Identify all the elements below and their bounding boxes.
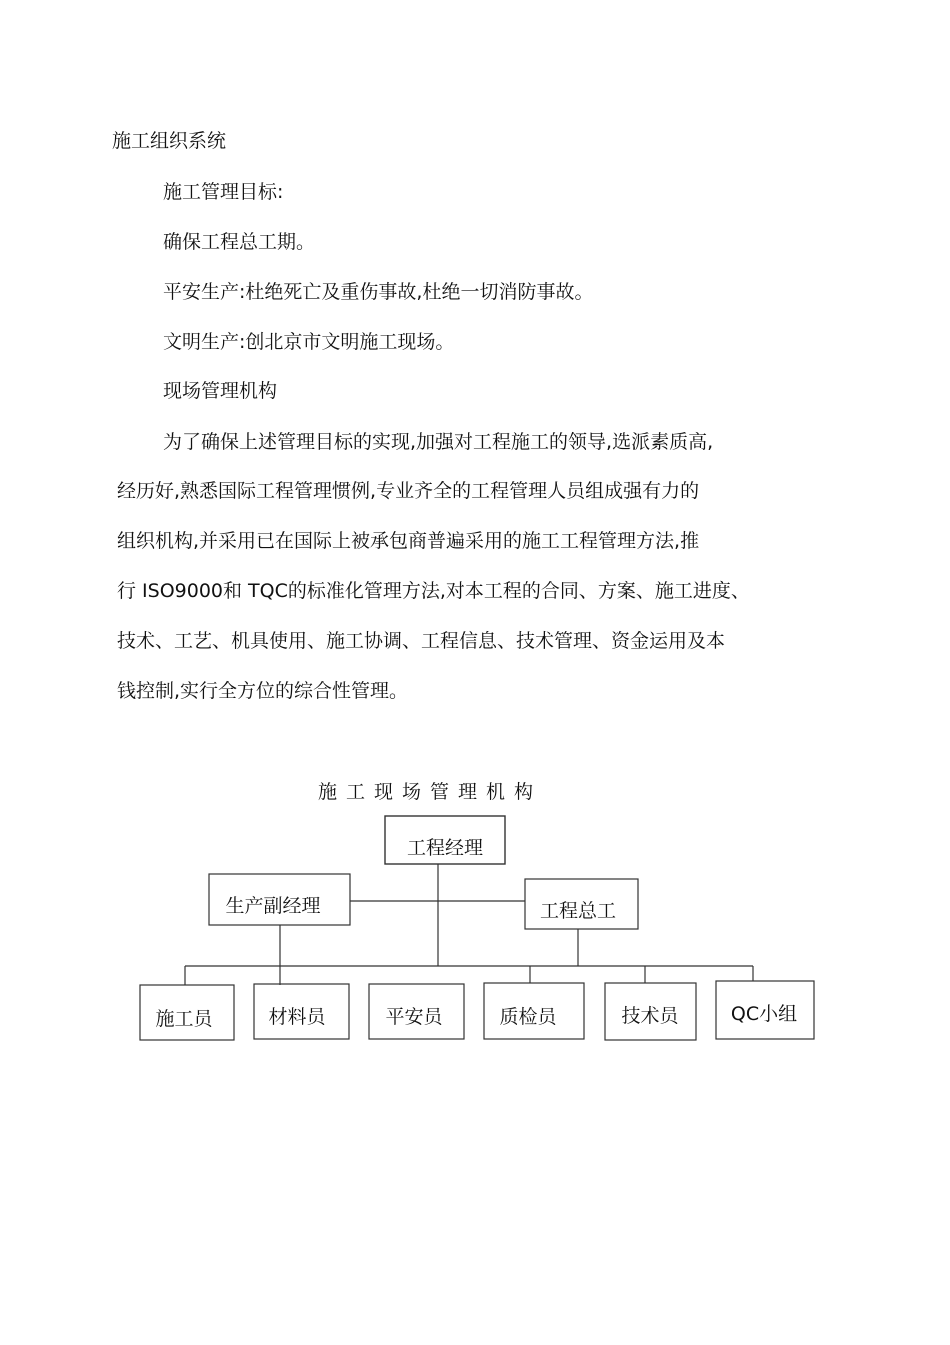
org-node-chief-engineer <box>525 879 638 929</box>
org-node-label: 施工员 <box>155 1008 213 1030</box>
management-goal-heading: 施工管理目标: <box>163 181 284 203</box>
goal-civilized: 文明生产:创北京市文明施工现场。 <box>163 331 455 353</box>
org-node-project-manager <box>385 816 505 864</box>
org-node-label: 平安员 <box>385 1006 443 1028</box>
org-chart-title: 施工现场管理机构 <box>318 781 543 803</box>
org-node-staff <box>254 984 349 1039</box>
org-node-label: 技术员 <box>621 1005 679 1027</box>
paragraph-line: 为了确保上述管理目标的实现,加强对工程施工的领导,选派素质高, <box>163 431 714 453</box>
site-organization-heading: 现场管理机构 <box>163 380 278 402</box>
org-node-label: 工程经理 <box>406 837 484 859</box>
paragraph-line: 组织机构,并采用已在国际上被承包商普遍采用的施工工程管理方法,推 <box>117 530 700 552</box>
paragraph-line: 钱控制,实行全方位的综合性管理。 <box>117 680 409 702</box>
paragraph-line: 行 ISO9000和 TQC的标准化管理方法,对本工程的合同、方案、施工进度、 <box>117 580 750 602</box>
org-node-staff <box>140 985 234 1040</box>
document-title: 施工组织系统 <box>112 130 227 152</box>
org-node-label: 材料员 <box>268 1006 326 1028</box>
org-node-staff <box>484 983 584 1039</box>
paragraph-line: 经历好,熟悉国际工程管理惯例,专业齐全的工程管理人员组成强有力的 <box>117 480 700 502</box>
paragraph-line: 技术、工艺、机具使用、施工协调、工程信息、技术管理、资金运用及本 <box>117 630 726 652</box>
org-node-label: QC小组 <box>730 1003 798 1025</box>
org-node-staff <box>716 981 814 1039</box>
goal-schedule: 确保工程总工期。 <box>163 231 316 253</box>
org-node-label: 质检员 <box>499 1006 557 1028</box>
org-node-staff <box>369 984 464 1039</box>
org-node-production-deputy <box>209 874 350 925</box>
org-node-label: 工程总工 <box>539 900 617 922</box>
org-node-label: 生产副经理 <box>225 895 321 917</box>
goal-safety: 平安生产:杜绝死亡及重伤事故,杜绝一切消防事故。 <box>163 281 594 303</box>
org-node-staff <box>605 983 696 1040</box>
